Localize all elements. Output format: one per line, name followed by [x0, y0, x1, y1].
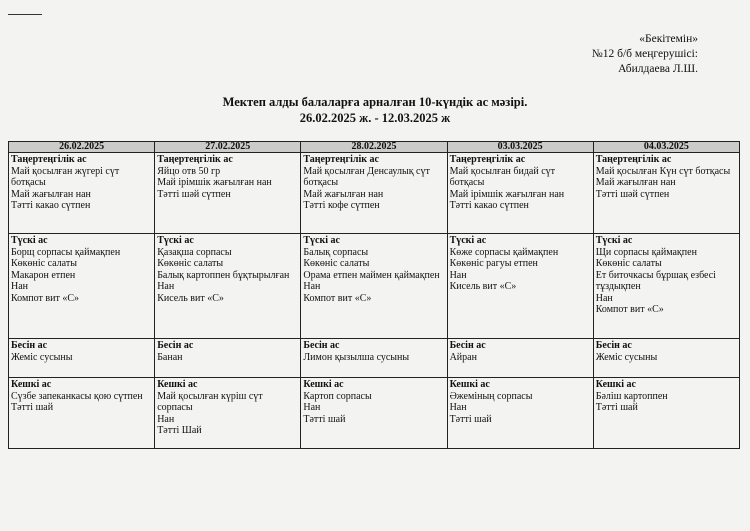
dish-item: Май жағылған нан — [11, 188, 91, 200]
lunch-cell — [301, 234, 447, 339]
dish-item: Жеміс сусыны — [11, 351, 73, 363]
dish-item: Тәтті шәй сүтпен — [595, 188, 670, 200]
dish-item: Май қосылған Күн сүт ботқасы — [595, 165, 731, 177]
dish-item: Тәтті шай — [449, 413, 492, 425]
date-header: 27.02.2025 — [155, 142, 301, 153]
meal-label: Түскі ас — [11, 235, 48, 246]
dish-item: Май қосылған Денсаулық сүт ботқасы — [303, 165, 430, 188]
meal-label: Бесін ас — [449, 340, 486, 351]
dish-item: Май жағылған нан — [595, 177, 676, 188]
dish-item: Көже сорпасы қаймақпен — [449, 246, 559, 258]
dish-item: Нан — [11, 281, 29, 292]
dish-item: Компот вит «С» — [303, 292, 372, 304]
dish-item: Айран — [449, 351, 477, 363]
approval-stamp — [592, 32, 698, 77]
dish-item: Май ірімшік жағылған нан — [449, 188, 565, 200]
dinner-cell — [447, 378, 593, 449]
breakfast-cell — [593, 153, 739, 234]
dish-item: Кисель вит «С» — [449, 281, 517, 292]
meal-label: Түскі ас — [157, 235, 194, 246]
dish-item: Яйцо отв 50 гр — [157, 165, 221, 177]
dish-item: Тәтті Шай — [157, 425, 202, 436]
breakfast-cell — [155, 153, 301, 234]
breakfast-cell — [301, 153, 447, 234]
approval-line-2: №12 б/б меңгерушісі: — [591, 48, 698, 60]
dish-item: Нан — [303, 281, 321, 292]
dinner-row — [9, 378, 740, 449]
dish-item: Бәліш картоппен — [595, 390, 668, 402]
meal-label: Бесін ас — [11, 340, 48, 351]
dish-item: Тәтті шай — [595, 402, 638, 413]
dish-item: Балық сорпасы — [303, 246, 369, 258]
dish-item: Май ірімшік жағылған нан — [157, 177, 272, 188]
breakfast-cell — [447, 153, 593, 234]
dish-item: Әжеміның сорпасы — [449, 390, 533, 402]
snack-cell — [447, 339, 593, 378]
breakfast-cell — [9, 153, 155, 234]
lunch-cell — [9, 234, 155, 339]
dish-item: Нан — [303, 402, 321, 413]
dish-item: Нан — [449, 269, 467, 281]
dish-item: Май жағылған нан — [303, 188, 384, 200]
menu-title-line-1: Мектеп алды балаларға арналған 10-күндік ас мәзірі. — [222, 95, 528, 109]
approval-line-3: Абилдаева Л.Ш. — [618, 63, 698, 75]
dish-item: Тәтті шай — [303, 413, 346, 425]
breakfast-row — [9, 153, 740, 234]
date-header: 03.03.2025 — [447, 142, 593, 153]
dish-item: Тәтті шай — [11, 402, 54, 413]
dish-item: Көкөніс салаты — [595, 258, 662, 269]
date-header-row — [9, 142, 740, 153]
meal-label: Түскі ас — [303, 235, 340, 246]
dish-item: Көкөніс рагуы етпен — [449, 258, 538, 269]
meal-label: Таңертеңгілік ас — [11, 154, 87, 165]
dinner-cell — [301, 378, 447, 449]
dish-item: Кисель вит «С» — [157, 292, 224, 304]
meal-label: Таңертеңгілік ас — [157, 154, 233, 165]
dish-item: Сүзбе запеканкасы қою сүтпен — [11, 390, 143, 402]
date-header: 26.02.2025 — [9, 142, 155, 153]
snack-cell — [301, 339, 447, 378]
meal-label: Кешкі ас — [303, 379, 344, 390]
dish-item: Нан — [157, 281, 175, 292]
dish-item: Май қосылған күріш сүт сорпасы — [157, 390, 263, 413]
snack-cell — [9, 339, 155, 378]
meal-label: Таңертеңгілік ас — [449, 154, 526, 165]
trailing-row — [9, 449, 740, 454]
dish-item: Нан — [157, 413, 175, 425]
snack-cell — [155, 339, 301, 378]
dinner-cell — [593, 378, 739, 449]
dish-item: Макарон етпен — [11, 269, 76, 281]
dish-item: Балық картоппен бұқтырылған — [157, 269, 290, 281]
lunch-row — [9, 234, 740, 339]
dish-item: Қазақша сорпасы — [157, 246, 232, 258]
date-header: 28.02.2025 — [301, 142, 447, 153]
dish-item: Борщ сорпасы қаймақпен — [11, 246, 121, 258]
dish-item: Тәтті шәй сүтпен — [157, 188, 231, 200]
dish-item: Картоп сорпасы — [303, 390, 372, 402]
dish-item: Тәтті какао сүтпен — [449, 200, 529, 211]
meal-label: Таңертеңгілік ас — [303, 154, 379, 165]
dish-item: Май қосылған бидай сүт ботқасы — [449, 165, 556, 188]
dish-item: Банан — [157, 351, 183, 363]
dish-item: Орама етпен маймен қаймақпен — [303, 269, 440, 281]
dish-item: Нан — [595, 292, 613, 304]
snack-row — [9, 339, 740, 378]
date-header: 04.03.2025 — [593, 142, 739, 153]
lunch-cell — [155, 234, 301, 339]
dish-item: Жеміс сусыны — [595, 351, 658, 363]
approval-line-1: «Бекітемін» — [639, 33, 698, 45]
meal-label: Бесін ас — [303, 340, 340, 351]
meal-label: Таңертеңгілік ас — [595, 154, 672, 165]
snack-cell — [593, 339, 739, 378]
dish-item: Көкөніс салаты — [157, 258, 224, 269]
dinner-cell — [9, 378, 155, 449]
dish-item: Компот вит «С» — [11, 292, 80, 304]
dish-item: Компот вит «С» — [595, 304, 664, 315]
meal-label: Кешкі ас — [157, 379, 198, 390]
dish-item: Щи сорпасы қаймақпен — [595, 246, 697, 258]
meal-label: Бесін ас — [595, 340, 632, 351]
dish-item: Май қосылған жүгері сүт ботқасы — [11, 165, 120, 188]
dish-item: Лимон қызылша сусыны — [303, 351, 410, 363]
meal-label: Түскі ас — [449, 235, 487, 246]
dinner-cell — [155, 378, 301, 449]
dish-item: Нан — [449, 402, 467, 413]
menu-table — [8, 141, 740, 453]
meal-label: Кешкі ас — [595, 379, 636, 390]
meal-label: Кешкі ас — [449, 379, 490, 390]
meal-label: Кешкі ас — [11, 379, 52, 390]
dish-item: Тәтті кофе сүтпен — [303, 200, 380, 211]
corner-mark — [8, 14, 42, 15]
dish-item: Ет биточкасы бұршақ езбесі тұздықпен — [595, 269, 716, 292]
lunch-cell — [447, 234, 593, 339]
menu-date-range: 26.02.2025 ж. - 12.03.2025 ж — [299, 111, 451, 125]
dish-item: Тәтті какао сүтпен — [11, 200, 91, 211]
dish-item: Көкөніс салаты — [303, 258, 370, 269]
menu-title — [0, 94, 750, 126]
lunch-cell — [593, 234, 739, 339]
meal-label: Бесін ас — [157, 340, 194, 351]
dish-item: Көкөніс салаты — [11, 258, 77, 269]
meal-label: Түскі ас — [595, 235, 633, 246]
